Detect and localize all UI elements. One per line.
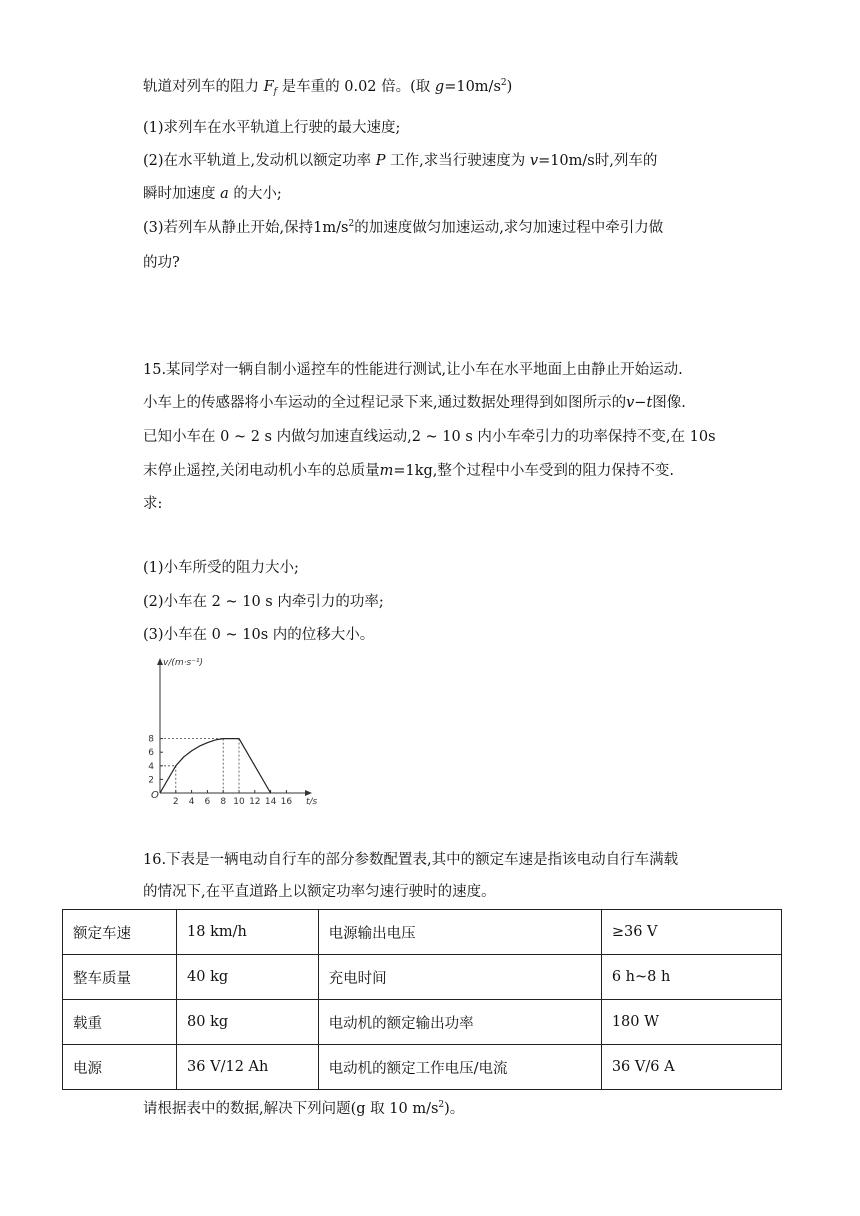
- p15-question-1: (1)小车所受的阻力大小;: [143, 560, 299, 576]
- origin-label: O: [151, 790, 159, 801]
- x-tick-label: 14: [264, 797, 277, 807]
- p14-intro-line: 轨道对列车的阻力 $F_f$ 是车重的 0.02 倍。(取 $g=10m/s^2$): [143, 78, 513, 97]
- p15-line-1: 15.某同学对一辆自制小遥控车的性能进行测试,让小车在水平地面上由静止开始运动.: [143, 362, 683, 378]
- p15-line-5: 求:: [143, 496, 163, 512]
- table-cell: 电动机的额定工作电压/电流: [318, 1045, 601, 1090]
- x-tick-label: 8: [220, 797, 227, 807]
- table-cell: 充电时间: [318, 955, 601, 1000]
- x-tick-label: 4: [188, 797, 195, 807]
- table-row: [63, 1045, 782, 1090]
- y-tick-label: 8: [148, 734, 154, 745]
- p15-line-3: 已知小车在 0 ~ 2 s 内做匀加速直线运动,2 ~ 10 s 内小车牵引力的功率保持不变,在 10s: [143, 429, 716, 445]
- table-cell: 额定车速: [63, 910, 177, 955]
- table-cell: 36 V/12 Ah: [177, 1045, 319, 1090]
- p14-question-2: (2)在水平轨道上,发动机以额定功率 P 工作,求当行驶速度为 v=10m/s时,列车的: [143, 153, 658, 169]
- graph-curve: [160, 739, 271, 793]
- table-cell: 电源输出电压: [318, 910, 601, 955]
- table-cell: 电源: [63, 1045, 177, 1090]
- table-cell: 36 V/6 A: [601, 1045, 781, 1090]
- y-tick-label: 4: [148, 761, 154, 772]
- table-cell: ≥36 V: [601, 910, 781, 955]
- p14-question-2-cont: 瞬时加速度 a 的大小;: [143, 186, 282, 202]
- table-cell: 40 kg: [177, 955, 319, 1000]
- p14-question-3: (3)若列车从静止开始,保持$1m/s^2$的加速度做匀加速运动,求匀加速过程中牵引力做: [143, 219, 664, 236]
- parameter-table: [62, 909, 782, 1090]
- table-row: [63, 955, 782, 1000]
- x-tick-label: 12: [249, 797, 261, 807]
- y-tick-label: 6: [148, 748, 154, 759]
- x-axis-label: t/s: [306, 797, 318, 807]
- p15-line-2: 小车上的传感器将小车运动的全过程记录下来,通过数据处理得到如图所示的v−t图像.: [143, 395, 686, 411]
- p16-line-2: 的情况下,在平直道路上以额定功率匀速行驶时的速度。: [143, 884, 496, 900]
- p15-line-4: 末停止遥控,关闭电动机小车的总质量m=1kg,整个过程中小车受到的阻力保持不变.: [143, 463, 675, 479]
- x-tick-label: 10: [233, 797, 245, 807]
- y-axis-label: v/(m·s⁻¹): [163, 658, 204, 668]
- table-cell: 整车质量: [63, 955, 177, 1000]
- graph-axes: [157, 658, 312, 796]
- table-cell: 载重: [63, 1000, 177, 1045]
- x-tick-label: 2: [172, 797, 179, 807]
- p14-question-3-cont: 的功?: [143, 255, 180, 271]
- p14-question-1: (1)求列车在水平轨道上行驶的最大速度;: [143, 120, 401, 136]
- x-tick-label: 16: [280, 797, 293, 807]
- table-cell: 80 kg: [177, 1000, 319, 1045]
- table-row: [63, 1000, 782, 1045]
- p16-line-1: 16.下表是一辆电动自行车的部分参数配置表,其中的额定车速是指该电动自行车满载: [143, 852, 679, 868]
- vt-graph: [140, 650, 320, 810]
- series-line-0: [160, 739, 271, 793]
- p15-question-2: (2)小车在 2 ~ 10 s 内牵引力的功率;: [143, 594, 384, 610]
- p16-footer: 请根据表中的数据,解决下列问题(g 取 10 $m/s^2$)。: [143, 1100, 465, 1117]
- force-symbol: $F_f$: [263, 79, 278, 97]
- x-tick-label: 6: [204, 797, 211, 807]
- table-cell: 18 km/h: [177, 910, 319, 955]
- table-row: [63, 910, 782, 955]
- p15-question-3: (3)小车在 0 ~ 10s 内的位移大小。: [143, 627, 375, 643]
- y-tick-label: 2: [148, 775, 154, 786]
- table-cell: 180 W: [601, 1000, 781, 1045]
- graph-labels: [148, 658, 317, 807]
- x-axis-arrow: [305, 790, 312, 796]
- table-cell: 6 h~8 h: [601, 955, 781, 1000]
- table-cell: 电动机的额定输出功率: [318, 1000, 601, 1045]
